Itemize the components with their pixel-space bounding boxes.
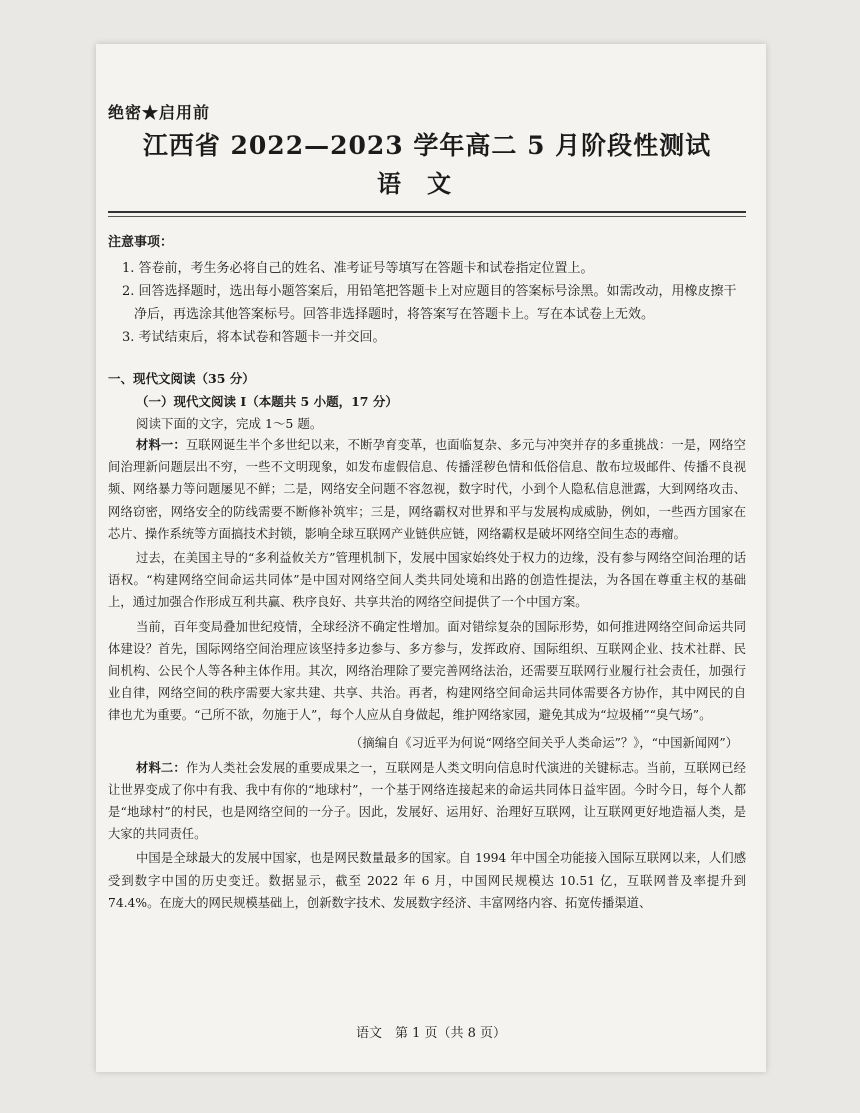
material1-source: （摘编自《习近平为何说“网络空间关乎人类命运”？》，“中国新闻网”） [350, 735, 738, 750]
page-footer: 语文 第 1 页（共 8 页） [355, 1026, 507, 1041]
notice-block [108, 231, 746, 349]
exam-title: 江西省 2022—2023 学年高二 5 月阶段性测试 [142, 131, 712, 160]
exam-sheet [96, 44, 766, 1072]
notice-item-1: 1. 答卷前，考生务必将自己的姓名、准考证号等填写在答题卡和试卷指定位置上。 [122, 261, 594, 276]
material1-paragraph-1: 材料一：互联网诞生半个多世纪以来，不断孕育变革，也面临复杂、多元与冲突并存的多重挑战：一是，网络空间治理新问题层出不穷，一些不文明现象，如发布虚假信息、传播淫秽色情和低俗信息、散布垃圾邮件、传播不良视频、网络暴力等问题屡见不鲜；二是，网络安全问题不容忽视，数字时代，小到个人隐私信息泄露，大到网络攻击、网络窃密，网络安全的防线需要不断修补筑牢；三是，网络霸权对世界和平与发展构成威胁，例如，一些西方国家在芯片、操作系统等方面搞技术封锁，影响全球互联网产业链供应链，网络霸权是破坏网络空间生态的毒瘤。 [108, 437, 746, 541]
subsection-heading: （一）现代文阅读 Ⅰ（本题共 5 小题，17 分） [136, 394, 398, 409]
title-rule-thin [108, 216, 746, 217]
notice-title: 注意事项： [108, 235, 174, 250]
reading-instruction: 阅读下面的文字，完成 1～5 题。 [136, 416, 323, 431]
material2-label: 材料二： [136, 759, 186, 775]
title-rule-thick [108, 211, 746, 213]
sheet-content [108, 100, 746, 914]
material1-label: 材料一： [136, 437, 186, 452]
material1-paragraph-3: 当前，百年变局叠加世纪疫情，全球经济不确定性增加。面对错综复杂的国际形势，如何推进网络空间命运共同体建设？首先，国际网络空间治理应该坚持多边参与、多方参与，发挥政府、国际组织、互联网企业、技术社群、民间机构、公民个人等各种主体作用。其次，网络治理除了要完善网络法治，还需要互联网行业履行社会责任，加强行业自律，网络空间的秩序需要大家共建、共享、共治。再者，构建网络空间命运共同体需要各方协作，其中网民的自律也尤为重要。“己所不欲，勿施于人”，每个人应从自身做起，维护网络家园，避免其成为“垃圾桶”“臭气场”。 [108, 619, 746, 723]
section-heading: 一、现代文阅读（35 分） [108, 371, 255, 386]
material2-paragraph-2: 中国是全球最大的发展中国家，也是网民数量最多的国家。自 1994 年中国全功能接入国际互联网以来，人们感受到数字中国的历史变迁。数据显示，截至 2022 年 6 月，中国网民规模达 10.51 亿，互联网普及率提升到 74.4%。在庞大的网民规模基础上，创新数字技术、发展数字经济、丰富网络内容、拓宽传播渠道、 [108, 851, 746, 910]
subject-title: 语文 [377, 169, 477, 198]
notice-item-2: 2. 回答选择题时，选出每小题答案后，用铅笔把答题卡上对应题目的答案标号涂黑。如需改动，用橡皮擦干净后，再选涂其他答案标号。回答非选择题时，将答案写在答题卡上。写在本试卷上无效。 [122, 284, 737, 322]
secret-label: 绝密★启用前 [108, 103, 211, 122]
notice-item-3: 3. 考试结束后，将本试卷和答题卡一并交回。 [122, 330, 386, 345]
material2-paragraph-1: 材料二：作为人类社会发展的重要成果之一，互联网是人类文明向信息时代演进的关键标志。当前，互联网已经让世界变成了你中有我、我中有你的“地球村”，一个基于网络连接起来的命运共同体日益牢固。今时今日，每个人都是“地球村”的村民，也是网络空间的一分子。因此，发展好、运用好、治理好互联网，让互联网更好地造福人类，是大家的共同责任。 [108, 759, 746, 842]
material1-paragraph-2: 过去，在美国主导的“多利益攸关方”管理机制下，发展中国家始终处于权力的边缘，没有参与网络空间治理的话语权。“构建网络空间命运共同体”是中国对网络空间人类共同处境和出路的创造性提法，为各国在尊重主权的基础上，通过加强合作形成互利共赢、秩序良好、共享共治的网络空间提供了一个中国方案。 [108, 551, 746, 610]
